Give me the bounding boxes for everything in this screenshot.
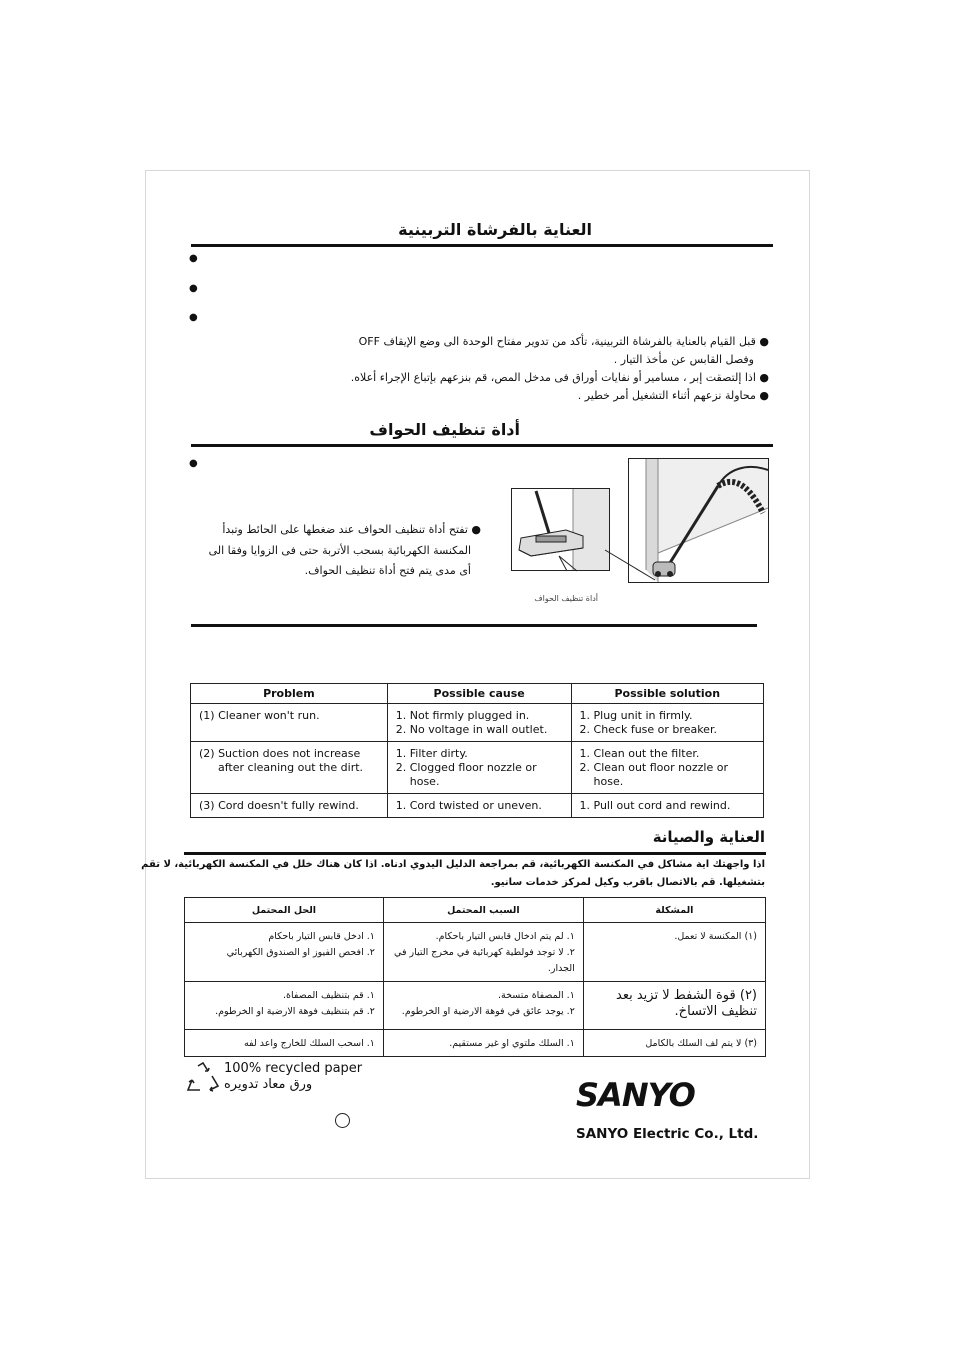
section-divider-rule <box>191 624 757 627</box>
list-item: ٢. يوجد عائق في فوهة الارضية او الخرطوم. <box>401 1006 575 1017</box>
problem-cell: (٣) لا يتم لف السلك بالكامل <box>583 1030 765 1057</box>
table-row <box>185 982 766 1030</box>
problem-cell: (١) المكنسة لا تعمل. <box>583 923 765 982</box>
list-item: 1. Plug unit in firmly. <box>579 709 693 722</box>
list-item: ٢. قم بتنظيف فوهة الارضية او الخرطوم. <box>215 1006 375 1017</box>
list-item: 2. Check fuse or breaker. <box>579 723 717 736</box>
figure-caption: أداة تنظيف الحواف <box>534 594 598 603</box>
list-item: ١. لم يتم ادخال قابس التيار باحكام. <box>435 931 575 942</box>
solution-cell <box>185 982 384 1030</box>
table-row <box>191 742 764 794</box>
recycled-paper-en: 100% recycled paper <box>224 1061 363 1076</box>
bullet-marker: ● <box>467 523 481 536</box>
table-row <box>191 704 764 742</box>
care-bullet-1-cont: وفصل القابس عن مأخذ التيار . <box>613 353 754 366</box>
solution-cell <box>571 704 763 742</box>
header-problem: Problem <box>191 684 388 704</box>
list-item: 2. Clean out floor nozzle or hose. <box>579 761 728 788</box>
crevice-nozzle-illustration <box>511 488 611 573</box>
list-item: ٢. افحص الفيوز او الصندوق الكهربائي <box>226 947 375 958</box>
list-item: ٢. لا توجد فولطية كهربائية في مخرج التيار في الجدار. <box>394 947 575 974</box>
list-item: 1. Not firmly plugged in. <box>395 709 530 722</box>
crevice-text-line-2: المكنسة الكهربائية بسحب الأتربة حتى فى الزوايا وفقا الى <box>208 544 471 557</box>
header-possible-cause: Possible cause <box>387 684 571 704</box>
bullet-marker: ● <box>755 371 769 384</box>
cause-cell <box>387 704 571 742</box>
list-item: (2) Suction does not increase <box>199 747 361 760</box>
crevice-section-rule <box>191 444 773 447</box>
list-item: ١. ادخل قابس التيار باحكام <box>268 931 375 942</box>
table-row <box>185 1030 766 1057</box>
recycled-paper-ar: ورق معاد تدويره <box>224 1077 313 1092</box>
header-possible-solution: Possible solution <box>571 684 763 704</box>
list-item: 1. Filter dirty. <box>395 747 468 760</box>
problem-cell: (٢) قوة الشفط لا تزيد بعد تنظيف الاتساخ. <box>583 982 765 1030</box>
solution-cell: ١. اسحب السلك للخارج واعد لفه <box>185 1030 384 1057</box>
sanyo-logo: SANYO <box>576 1076 695 1114</box>
table-row <box>185 923 766 982</box>
cause-cell <box>383 923 583 982</box>
problem-cell: (3) Cord doesn't fully rewind. <box>191 794 388 818</box>
crevice-section-title: أداة تنظيف الحواف <box>369 420 520 439</box>
bullet-marker: ● <box>189 312 198 323</box>
bullet-marker: ● <box>189 458 198 469</box>
list-item: 2. Clogged floor nozzle or hose. <box>395 761 537 788</box>
company-name: SANYO Electric Co., Ltd. <box>576 1126 759 1142</box>
problem-cell: (1) Cleaner won't run. <box>191 704 388 742</box>
table-header-row <box>191 684 764 704</box>
crevice-text-line-1: ● تفتح أداة تنظيف الحواف عند ضغطها على الحائط وتبدأ <box>222 523 481 536</box>
bullet-marker: ● <box>755 389 769 402</box>
list-item: ١. المصفاة متسخة. <box>498 990 575 1001</box>
troubleshooting-table-ar <box>184 897 766 1057</box>
header-solution-ar: الحل المحتمل <box>185 898 384 923</box>
problem-cell <box>191 742 388 794</box>
maintenance-intro-line-1: اذا واجهتك اية مشاكل في المكنسة الكهربائية، قم بمراجعة الدليل اليدوي ادناه. اذا كان هناك خلل في المكنسة الكهربائية، لا تقم <box>141 859 765 870</box>
connector-line <box>600 545 660 585</box>
care-section-rule <box>191 244 773 247</box>
header-problem-ar: المشكلة <box>583 898 765 923</box>
small-circle-mark <box>335 1113 350 1128</box>
cause-cell: 1. Cord twisted or uneven. <box>387 794 571 818</box>
maintenance-section-title: العناية والصيانة <box>652 828 765 846</box>
solution-cell <box>185 923 384 982</box>
header-cause-ar: السبب المحتمل <box>383 898 583 923</box>
bullet-marker: ● <box>189 283 198 294</box>
list-item: 2. No voltage in wall outlet. <box>395 723 548 736</box>
recycle-icon <box>186 1062 220 1092</box>
table-header-row <box>185 898 766 923</box>
table-row <box>191 794 764 818</box>
troubleshooting-table-en <box>190 683 764 818</box>
solution-cell <box>571 742 763 794</box>
cause-cell <box>383 982 583 1030</box>
cause-cell <box>387 742 571 794</box>
list-item: 1. Clean out the filter. <box>579 747 700 760</box>
crevice-text-line-3: أى مدى يتم فتح أداة تنظيف الحواف. <box>304 564 471 577</box>
list-item: ١. قم بتنظيف المصفاة. <box>282 990 375 1001</box>
care-bullet-1: ● قبل القيام بالعناية بالفرشاة التربينية، تأكد من تدوير مفتاح الوحدة الى وضع الإيقاف OFF <box>358 335 769 348</box>
maintenance-intro-line-2: بتشغيلها. قم بالاتصال باقرب وكيل لمركز خدمات سانيو. <box>490 877 765 888</box>
care-bullet-3: ● محاولة نزعهم أثناء التشغيل أمر خطير . <box>577 389 769 402</box>
solution-cell: 1. Pull out cord and rewind. <box>571 794 763 818</box>
maintenance-section-rule <box>184 852 766 855</box>
care-section-title: العناية بالفرشاة التربينية <box>398 220 592 239</box>
bullet-marker: ● <box>189 253 198 264</box>
cause-cell: ١. السلك ملتوي او غير مستقيم. <box>383 1030 583 1057</box>
list-item: after cleaning out the dirt. <box>218 761 364 774</box>
care-bullet-2: ● اذا إلتصقت إبر ، مسامير أو نفايات أوراق فى مدخل المص، قم بنزعهم بإتباع الإجراء أعلاه. <box>350 371 769 384</box>
bullet-marker: ● <box>755 335 769 348</box>
